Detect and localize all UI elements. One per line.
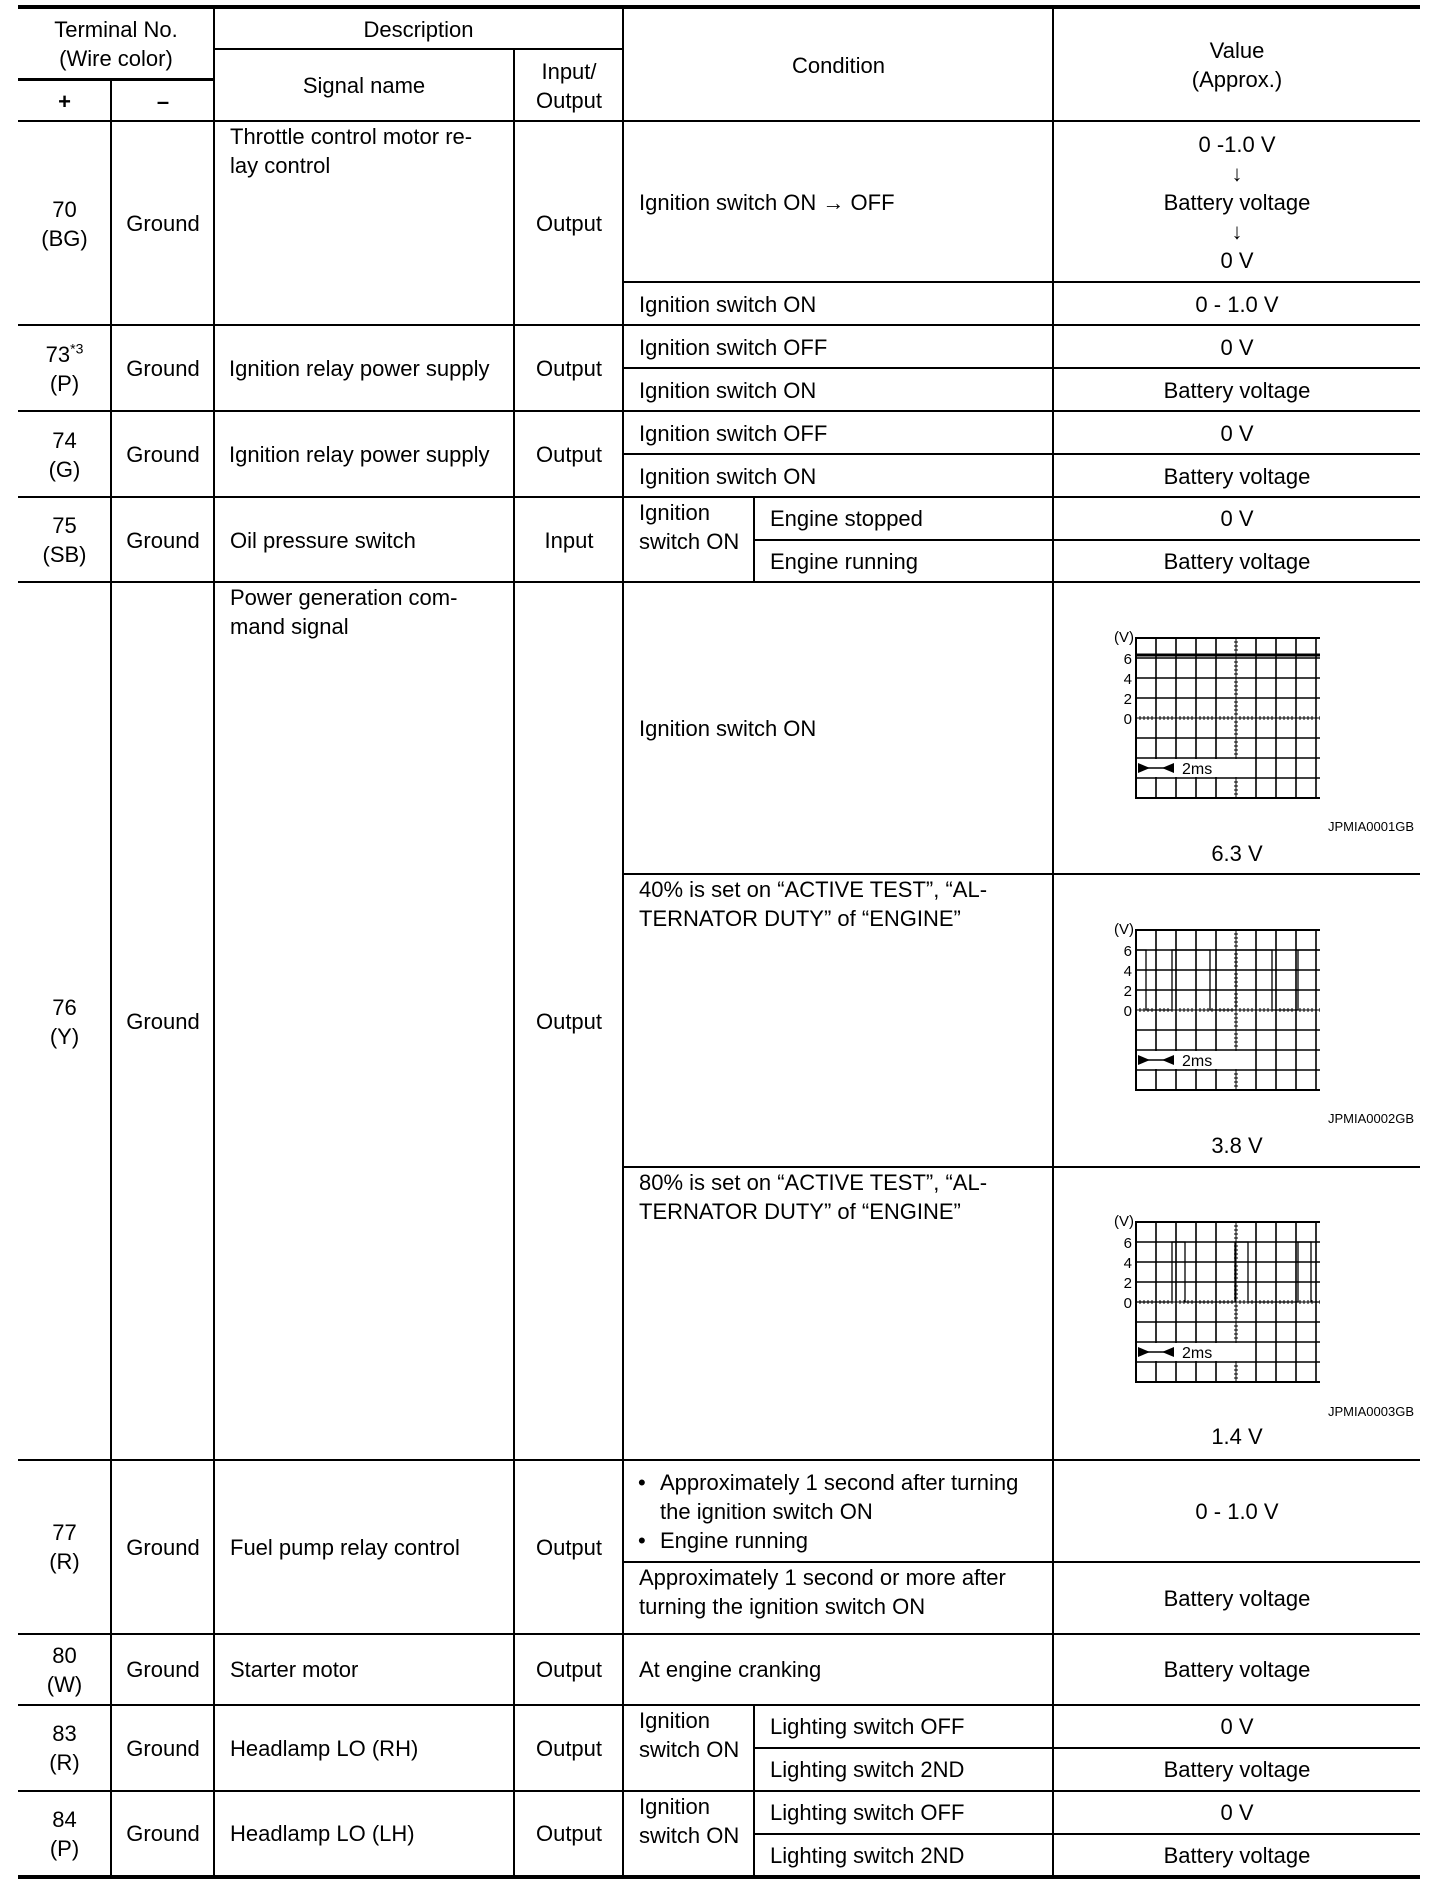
svg-text:4: 4 xyxy=(1123,671,1132,688)
value-cell: 3.8 V xyxy=(1211,1132,1263,1158)
condition-cell: Ignition switch ON xyxy=(639,463,817,489)
terminal-number: 74 xyxy=(52,427,77,453)
io-cell: Output xyxy=(535,211,603,236)
condition-cell: Ignition switch OFF xyxy=(639,420,828,446)
group-line: Ignition xyxy=(639,1794,710,1819)
value-line: 0 -1.0 V xyxy=(1198,131,1276,157)
svg-text:0: 0 xyxy=(1123,711,1132,728)
condition-cell: Lighting switch 2ND xyxy=(770,1757,965,1782)
group-line: Ignition xyxy=(639,500,710,525)
value-cell: Battery voltage xyxy=(1163,463,1311,489)
figure-code: JPMIA0003GB xyxy=(1328,1403,1414,1419)
terminal-number-text: 73 xyxy=(45,341,71,367)
header-value xyxy=(1054,9,1420,121)
minus-cell: Ground xyxy=(126,1009,200,1034)
svg-text:2: 2 xyxy=(1123,691,1132,708)
io-cell: Output xyxy=(535,1534,603,1560)
svg-text:2: 2 xyxy=(1123,1275,1132,1292)
condition-line: Approximately 1 second or more after xyxy=(639,1565,1006,1590)
condition-cell: Ignition switch ON xyxy=(639,377,817,403)
svg-text:6: 6 xyxy=(1123,943,1132,960)
oscilloscope-waveform xyxy=(1100,628,1320,808)
header-minus: – xyxy=(156,88,170,114)
minus-cell: Ground xyxy=(126,356,200,381)
signal-name-cell: Fuel pump relay control xyxy=(230,1534,460,1560)
signal-line: lay control xyxy=(230,153,331,178)
svg-text:6: 6 xyxy=(1123,1235,1132,1252)
io-cell: Output xyxy=(535,356,603,381)
value-cell xyxy=(1054,122,1420,282)
terminal-cell xyxy=(18,583,111,1460)
figure-code: JPMIA0002GB xyxy=(1328,1110,1414,1126)
wire-color: (SB) xyxy=(42,542,87,567)
signal-name-cell: Ignition relay power supply xyxy=(229,356,490,381)
group-line: switch ON xyxy=(639,1823,740,1848)
svg-text:4: 4 xyxy=(1123,1255,1132,1272)
io-cell: Output xyxy=(535,1657,603,1682)
signal-name-cell: Headlamp LO (RH) xyxy=(230,1735,419,1761)
terminal-cell xyxy=(18,1461,111,1633)
terminal-number: 75 xyxy=(52,513,77,538)
condition-cell: Ignition switch OFF xyxy=(639,334,828,360)
io-cell: Output xyxy=(535,1009,603,1034)
svg-text:2ms: 2ms xyxy=(1182,761,1213,778)
svg-text:(V): (V) xyxy=(1114,629,1134,646)
svg-text:4: 4 xyxy=(1123,963,1132,980)
waveform-chart-80-percent xyxy=(1100,1212,1320,1392)
condition-cell xyxy=(624,875,1053,1166)
header-io-line1: Input/ xyxy=(541,58,597,84)
signal-name-cell xyxy=(215,122,514,325)
minus-cell: Ground xyxy=(126,1735,200,1761)
signal-name-cell: Headlamp LO (LH) xyxy=(230,1821,415,1846)
svg-text:0: 0 xyxy=(1123,1295,1132,1312)
signal-name-cell xyxy=(215,583,514,1460)
arrow-down-icon: ↓ xyxy=(1231,218,1243,244)
svg-text:6: 6 xyxy=(1123,651,1132,668)
signal-line: mand signal xyxy=(230,614,349,639)
value-cell: 6.3 V xyxy=(1211,840,1263,866)
minus-cell: Ground xyxy=(126,211,200,236)
value-cell: 1.4 V xyxy=(1211,1423,1263,1449)
wire-color: (Y) xyxy=(49,1023,80,1049)
header-wire-color-label: (Wire color) xyxy=(59,46,173,71)
value-cell: Battery voltage xyxy=(1163,1585,1311,1611)
condition-line: TERNATOR DUTY” of “ENGINE” xyxy=(639,906,961,931)
header-io-line2: Output xyxy=(535,87,603,113)
condition-line: turning the ignition switch ON xyxy=(639,1594,926,1619)
value-cell: Battery voltage xyxy=(1163,1842,1311,1868)
condition-cell xyxy=(624,1461,1053,1561)
value-cell: Battery voltage xyxy=(1163,549,1311,574)
svg-text:0: 0 xyxy=(1123,1003,1132,1020)
wire-color: (G) xyxy=(48,456,81,482)
condition-group-cell xyxy=(624,1792,754,1875)
value-cell: 0 V xyxy=(1220,1800,1254,1825)
minus-cell: Ground xyxy=(126,1821,200,1846)
wire-color: (BG) xyxy=(41,225,88,251)
terminal-cell xyxy=(18,498,111,582)
svg-text:2ms: 2ms xyxy=(1182,1345,1213,1362)
table-bottom-border xyxy=(18,1875,1420,1879)
terminal-cell xyxy=(18,326,111,411)
footnote-marker: *3 xyxy=(70,340,84,357)
svg-text:2ms: 2ms xyxy=(1182,1053,1213,1070)
io-cell: Output xyxy=(535,1735,603,1761)
minus-cell: Ground xyxy=(126,1534,200,1560)
svg-text:2: 2 xyxy=(1123,983,1132,1000)
condition-cell: Ignition switch ON xyxy=(639,291,817,317)
value-cell: 0 V xyxy=(1220,420,1254,446)
condition-group-cell xyxy=(624,498,754,582)
condition-cell: Lighting switch OFF xyxy=(770,1800,965,1825)
minus-cell: Ground xyxy=(126,1657,200,1682)
condition-cell: Engine stopped xyxy=(770,506,923,531)
svg-text:(V): (V) xyxy=(1114,921,1134,938)
value-cell: Battery voltage xyxy=(1163,1657,1311,1682)
value-cell: 0 - 1.0 V xyxy=(1195,291,1279,317)
condition-cell: Lighting switch OFF xyxy=(770,1714,965,1739)
terminal-cell xyxy=(18,1792,111,1875)
wire-color: (P) xyxy=(49,1835,80,1861)
condition-line: 40% is set on “ACTIVE TEST”, “AL- xyxy=(639,877,988,902)
arrow-down-icon: ↓ xyxy=(1231,160,1243,186)
minus-cell: Ground xyxy=(126,527,200,553)
value-cell: Battery voltage xyxy=(1163,1757,1311,1782)
signal-name-cell: Oil pressure switch xyxy=(230,527,416,553)
header-signal-name: Signal name xyxy=(302,73,426,98)
signal-line: Power generation com- xyxy=(230,585,458,610)
terminal-number: 84 xyxy=(52,1806,77,1832)
figure-code: JPMIA0001GB xyxy=(1328,818,1414,834)
group-line: switch ON xyxy=(639,1737,740,1762)
condition-cell: At engine cranking xyxy=(639,1657,822,1682)
value-cell: 0 - 1.0 V xyxy=(1195,1498,1279,1524)
condition-cell: Engine running xyxy=(770,549,919,574)
io-cell: Output xyxy=(535,1821,603,1846)
condition-line: 80% is set on “ACTIVE TEST”, “AL- xyxy=(639,1170,988,1195)
bullet-item: • Approximately 1 second after turning the ignition switch ON xyxy=(636,1468,1050,1526)
value-line: 0 V xyxy=(1220,247,1254,273)
bullet-list xyxy=(636,1468,1050,1555)
io-cell: Output xyxy=(535,442,603,467)
terminal-cell xyxy=(18,1635,111,1704)
waveform-chart-ignition-on xyxy=(1100,628,1320,808)
waveform-chart-40-percent xyxy=(1100,920,1320,1100)
group-line: switch ON xyxy=(639,529,740,554)
signal-name-cell: Starter motor xyxy=(230,1657,359,1682)
wire-color: (W) xyxy=(46,1671,83,1697)
group-line: Ignition xyxy=(639,1708,710,1733)
terminal-number: 70 xyxy=(52,196,77,222)
header-value-line2: (Approx.) xyxy=(1191,67,1283,92)
value-line: Battery voltage xyxy=(1163,189,1311,215)
header-terminal-no xyxy=(18,9,214,79)
header-input-output xyxy=(515,50,623,121)
minus-cell: Ground xyxy=(126,442,200,467)
terminal-cell xyxy=(18,412,111,497)
io-cell: Input xyxy=(544,527,594,553)
terminal-number: 76 xyxy=(52,994,77,1020)
condition-cell: Lighting switch 2ND xyxy=(770,1842,965,1868)
oscilloscope-waveform xyxy=(1100,1212,1320,1392)
oscilloscope-waveform xyxy=(1100,920,1320,1100)
wire-color: (R) xyxy=(49,1549,80,1574)
terminal-number: 77 xyxy=(52,1520,77,1545)
terminal-number: 80 xyxy=(52,1642,77,1668)
terminal-number: 83 xyxy=(52,1721,77,1746)
header-plus: + xyxy=(58,88,71,114)
signal-line: Throttle control motor re- xyxy=(230,124,473,149)
value-cell: 0 V xyxy=(1220,506,1254,531)
signal-name-cell: Ignition relay power supply xyxy=(229,442,490,467)
value-cell: Battery voltage xyxy=(1163,377,1311,403)
terminal-cell xyxy=(18,122,111,325)
header-value-line1: Value xyxy=(1209,38,1265,63)
condition-cell xyxy=(624,1563,1053,1633)
terminal-cell xyxy=(18,1706,111,1790)
condition-group-cell xyxy=(624,1706,754,1790)
header-terminal-label: Terminal No. xyxy=(54,17,178,42)
wire-color: (P) xyxy=(49,370,80,396)
value-cell: 0 V xyxy=(1220,1714,1254,1739)
condition-cell: Ignition switch ON → OFF xyxy=(639,189,895,215)
value-cell: 0 V xyxy=(1220,334,1254,360)
condition-cell xyxy=(624,1168,1053,1459)
condition-line: TERNATOR DUTY” of “ENGINE” xyxy=(639,1199,961,1224)
wire-color: (R) xyxy=(49,1750,80,1775)
header-description: Description xyxy=(363,16,474,42)
svg-text:(V): (V) xyxy=(1114,1213,1134,1230)
bullet-item: • Engine running xyxy=(636,1526,1050,1555)
terminal-number xyxy=(46,340,84,369)
header-condition: Condition xyxy=(792,52,885,78)
condition-cell: Ignition switch ON xyxy=(639,715,817,741)
